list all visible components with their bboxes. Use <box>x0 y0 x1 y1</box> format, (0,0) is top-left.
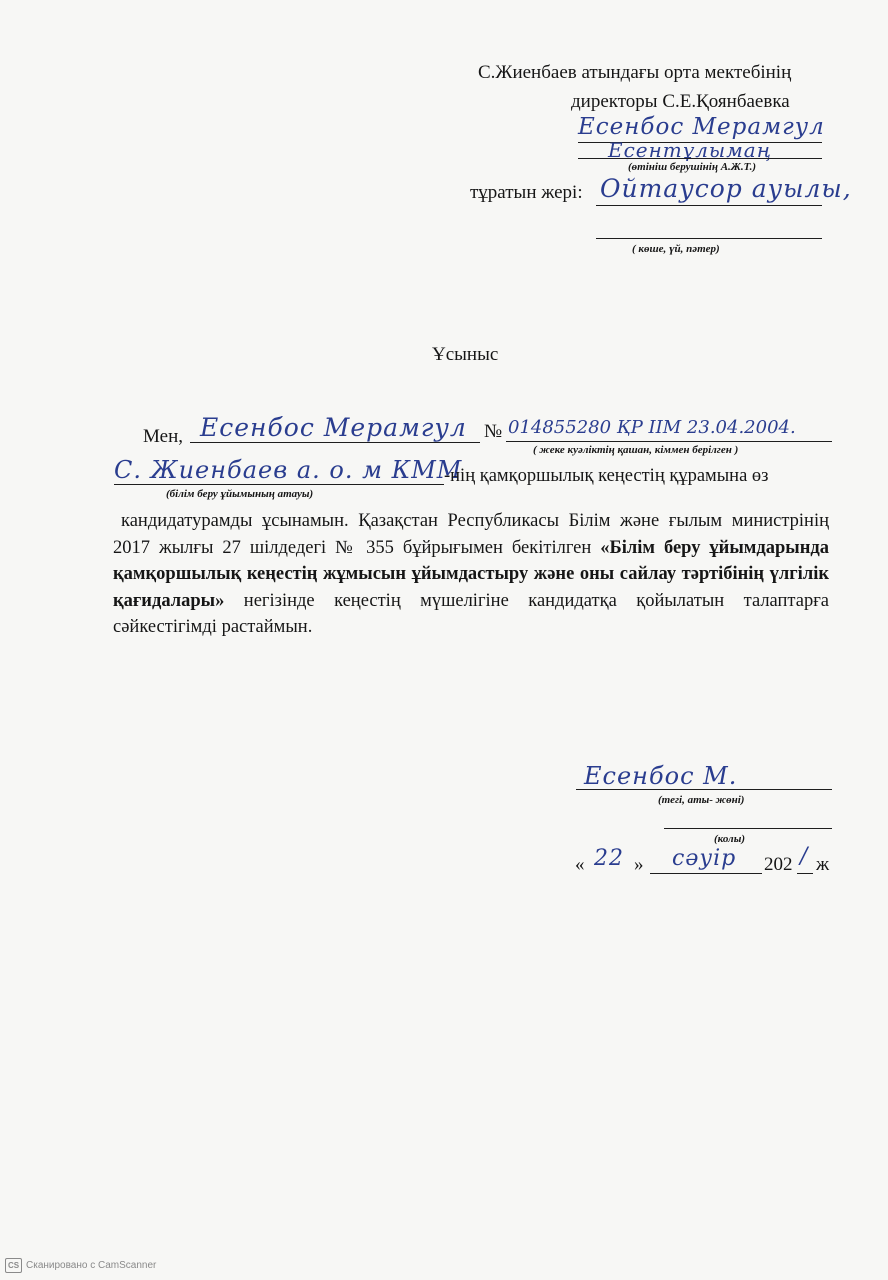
date-open-quote: « <box>575 854 585 875</box>
signature-caption: (колы) <box>714 833 745 845</box>
signature-name-caption: (тегі, аты- жөні) <box>658 794 745 806</box>
organization-suffix-text: -нің қамқоршылық кеңестің құрамына өз <box>444 466 769 486</box>
date-month-line <box>650 873 762 874</box>
date-month-handwritten: сәуір <box>672 846 737 871</box>
date-year-suffix: ж <box>816 854 830 875</box>
document-title: Ұсыныс <box>432 344 499 365</box>
organization-handwritten: С. Жиенбаев а. о. м КММ <box>114 456 463 484</box>
date-day-handwritten: 22 <box>594 846 624 871</box>
scanner-watermark-text: Сканировано с CamScanner <box>26 1260 157 1271</box>
name-handwritten: Есенбос Мерамгул <box>200 413 467 442</box>
applicant-name-handwritten-2: Есентұлымаң <box>608 138 772 162</box>
body-text-part-1: кандидатурамды ұсынамын. Қазақстан Республикасы Білім және ғылым министрінің 2017 жылғы 27 шілдедегі № 355 бұйрығымен бекітілген <box>113 511 829 558</box>
organization-line <box>114 484 444 485</box>
signature-name-handwritten: Есенбос М. <box>584 762 738 790</box>
date-year-prefix: 202 <box>764 854 793 875</box>
residence-line-2 <box>596 238 822 239</box>
body-paragraph <box>113 508 829 641</box>
cs-logo-icon: CS <box>5 1258 22 1273</box>
addressee-line-2: директоры С.Е.Қоянбаевка <box>571 91 790 112</box>
id-caption: ( жеке куәліктің қашан, кіммен берілген ) <box>533 444 739 456</box>
residence-handwritten: Ойтаусор ауылы, <box>600 174 852 203</box>
date-year-handwritten: / <box>800 844 809 869</box>
scanner-watermark <box>5 1258 156 1273</box>
body-text-part-3: негізінде кеңестің мүшелігіне кандидатқа қойылатын талаптарға сәйкестігімді растаймын. <box>113 590 829 637</box>
date-close-quote: » <box>634 854 644 875</box>
id-handwritten: 014855280 ҚР ІІМ 23.04.2004. <box>508 417 796 438</box>
body-text-regulation-title: «Білім беру ұйымдарында қамқоршылық кеңестің жұмысын ұйымдастыру және оны сайлау тәртібінің үлгілік қағидалары» <box>113 537 829 611</box>
addressee-line-1: С.Жиенбаев атындағы орта мектебінің <box>478 62 792 83</box>
date-year-line <box>797 873 813 874</box>
id-line <box>506 441 832 442</box>
address-caption: ( көше, үй, пәтер) <box>632 243 720 255</box>
signature-line <box>664 828 832 829</box>
applicant-name-line-2 <box>578 158 822 159</box>
signature-name-line <box>576 789 832 790</box>
residence-line-1 <box>596 205 822 206</box>
number-sign: № <box>484 421 503 442</box>
name-line <box>190 442 480 443</box>
men-label: Мен, <box>143 426 183 447</box>
residence-label: тұратын жері: <box>470 182 583 203</box>
applicant-caption: (өтініш берушінің А.Ж.Т.) <box>628 161 757 173</box>
organization-caption: (білім беру ұйымының атауы) <box>166 488 314 500</box>
applicant-name-handwritten-1: Есенбос Мерамгул <box>578 114 825 140</box>
